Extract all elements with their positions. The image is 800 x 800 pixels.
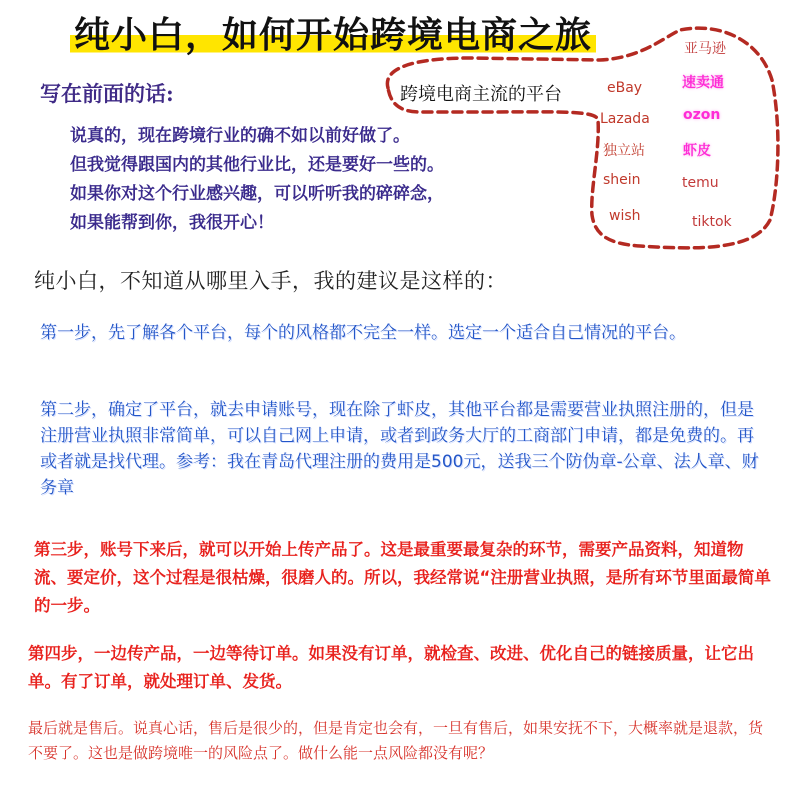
preface-text [70,122,444,238]
platform-amazon: 亚马逊 [684,41,726,57]
platform-temu: temu [682,175,719,191]
preface-line: 说真的，现在跨境行业的确不如以前好做了。 [70,126,410,146]
step-4: 第四步，一边传产品，一边等待订单。如果没有订单，就检查、改进、优化自己的链接质量，让它出单。有了订单，就处理订单、发货。 [28,644,754,691]
platform-ozon: ozon [683,107,721,123]
step-1: 第一步，先了解各个平台，每个的风格都不完全一样。选定一个适合自己情况的平台。 [40,323,686,343]
preface-heading: 写在前面的话: [40,81,174,106]
platform-wish: wish [609,208,641,224]
platform-ebay: eBay [607,80,643,96]
platform-aliexpress: 速卖通 [682,75,724,91]
step-3: 第三步，账号下来后，就可以开始上传产品了。这是最重要最复杂的环节，需要产品资料，知道物流、要定价，这个过程是很枯燥，很磨人的。所以，我经常说“注册营业执照，是所有环节里面最简单的一步。 [34,540,771,615]
platform-tiktok: tiktok [692,214,732,230]
preface-line: 如果你对这个行业感兴趣，可以听听我的碎碎念， [70,184,444,204]
preface-line: 如果能帮到你，我很开心！ [70,213,274,233]
step-2: 第二步，确定了平台，就去申请账号，现在除了虾皮，其他平台都是需要营业执照注册的，但是注册营业执照非常简单，可以自己网上申请，或者到政务大厅的工商部门申请，都是免费的。再或者就是找代理。参考：我在青岛代理注册的费用是500元，送我三个防伪章-公章、法人章、财务章 [40,400,759,498]
advice-intro: 纯小白，不知道从哪里入手，我的建议是这样的： [34,269,507,293]
closing-paragraph: 最后就是售后。说真心话，售后是很少的，但是肯定也会有，一旦有售后，如果安抚不下，大概率就是退款，货不要了。这也是做跨境唯一的风险点了。做什么能一点风险都没有呢？ [28,719,764,762]
platform-shein: shein [603,172,641,188]
page-title: 纯小白，如何开始跨境电商之旅 [70,14,596,58]
platform-independent-site: 独立站 [603,143,645,159]
preface-line: 但我觉得跟国内的其他行业比，还是要好一些的。 [70,155,444,175]
platform-heading: 跨境电商主流的平台 [400,84,562,105]
platform-lazada: Lazada [600,111,650,127]
platform-shopee: 虾皮 [683,143,711,159]
